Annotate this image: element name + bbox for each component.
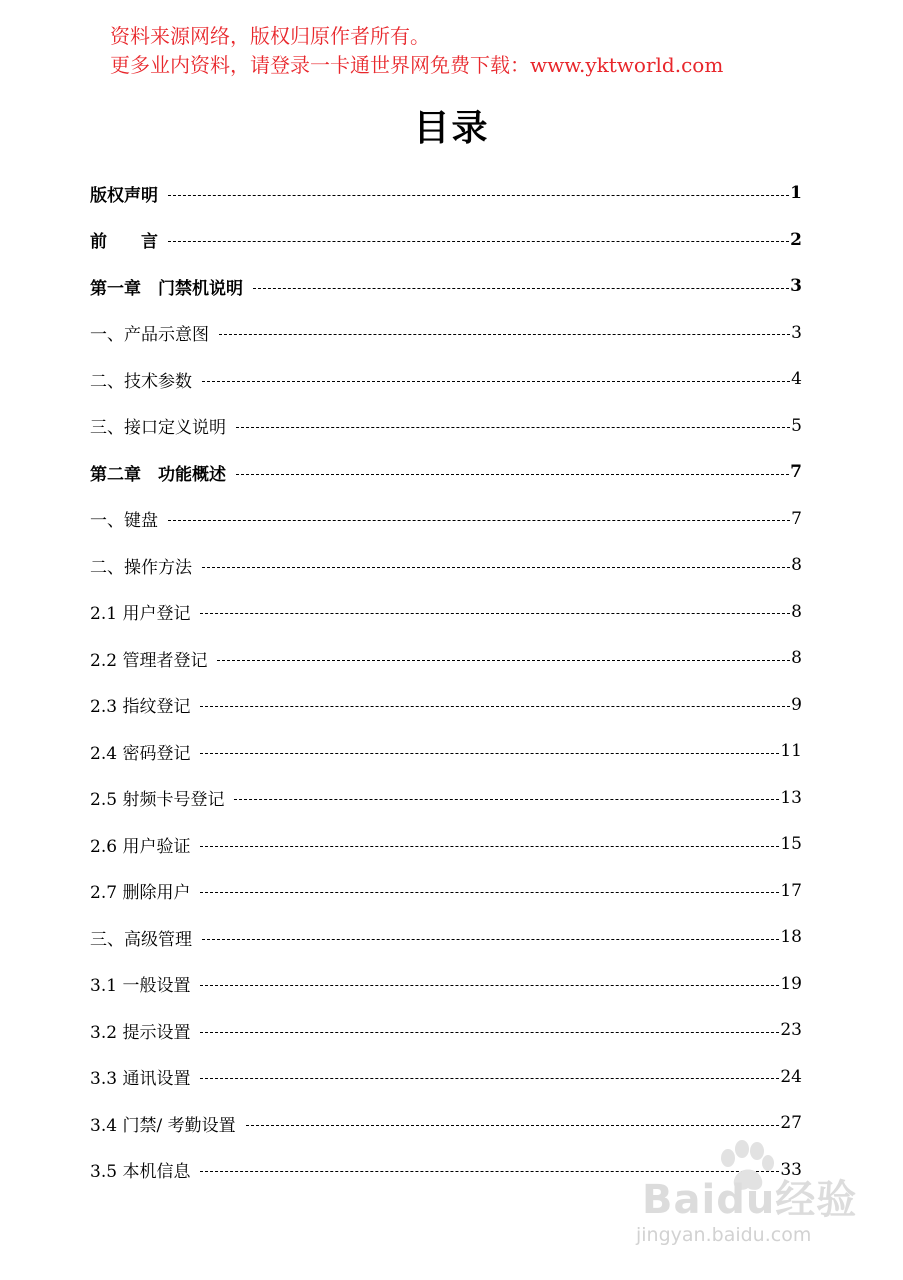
toc-entry-page-number: 19 [780,973,802,994]
toc-entry[interactable] [90,682,802,729]
toc-dot-leader [200,1078,779,1079]
toc-entry[interactable] [90,775,802,822]
page-title: 目录 [413,107,490,149]
toc-entry-page-number: 17 [780,880,802,901]
toc-entry-label: 2.7 删除用户 [90,883,191,904]
toc-entry-label: 3.2 提示设置 [90,1022,191,1043]
toc-entry-label: 3.5 本机信息 [90,1162,191,1183]
toc-dot-leader [200,1032,779,1033]
toc-entry-page-number: 8 [791,555,802,576]
toc-dot-leader [200,753,779,754]
toc-entry-page-number: 8 [791,648,802,669]
toc-entry-label: 三、高级管理 [90,929,192,950]
toc-dot-leader [253,288,789,289]
toc-entry[interactable] [90,1007,802,1054]
table-of-contents [90,170,802,1193]
toc-entry-label: 2.3 指纹登记 [90,697,191,718]
source-notice [110,22,723,80]
toc-entry-label: 2.5 射频卡号登记 [90,790,225,811]
toc-dot-leader [217,660,790,661]
toc-entry[interactable] [90,310,802,357]
toc-entry-label: 2.1 用户登记 [90,604,191,625]
toc-dot-leader [234,799,779,800]
toc-entry-label: 第一章 门禁机说明 [90,278,243,299]
toc-dot-leader [236,474,789,475]
toc-entry-page-number: 9 [791,694,802,715]
toc-dot-leader [200,706,790,707]
toc-dot-leader [202,381,790,382]
toc-entry-label: 3.1 一般设置 [90,976,191,997]
toc-entry-label: 版权声明 [90,185,158,206]
toc-dot-leader [236,427,790,428]
source-notice-line-1: 资料来源网络，版权归原作者所有。 [110,24,430,48]
toc-entry-page-number: 33 [780,1159,802,1180]
toc-entry[interactable] [90,821,802,868]
toc-entry[interactable] [90,868,802,915]
toc-entry[interactable] [90,914,802,961]
toc-entry[interactable] [90,635,802,682]
toc-entry-page-number: 23 [780,1020,802,1041]
toc-entry-page-number: 4 [791,369,802,390]
toc-dot-leader [168,241,789,242]
toc-dot-leader [200,985,779,986]
toc-entry[interactable] [90,728,802,775]
toc-entry-label: 2.6 用户验证 [90,836,191,857]
source-notice-line-2: 更多业内资料，请登录一卡通世界网免费下载：www.yktworld.com [110,53,724,77]
toc-entry-page-number: 15 [780,834,802,855]
toc-entry-label: 三、接口定义说明 [90,418,226,439]
toc-entry-page-number: 1 [790,183,802,204]
toc-entry-label: 二、技术参数 [90,371,192,392]
toc-entry[interactable] [90,217,802,264]
toc-dot-leader [168,520,790,521]
toc-entry-page-number: 3 [790,276,802,297]
toc-entry-label: 2.2 管理者登记 [90,650,208,671]
toc-dot-leader [202,939,779,940]
toc-entry-label: 一、键盘 [90,511,158,532]
toc-dot-leader [200,892,779,893]
toc-entry-label: 3.4 门禁/ 考勤设置 [90,1115,236,1136]
toc-entry-page-number: 2 [790,229,802,250]
toc-dot-leader [246,1125,780,1126]
toc-entry-page-number: 7 [790,462,802,483]
watermark-url: jingyan.baidu.com [636,1224,812,1246]
toc-entry[interactable] [90,496,802,543]
toc-entry-page-number: 24 [780,1066,802,1087]
toc-entry-page-number: 3 [791,322,802,343]
toc-dot-leader [200,613,790,614]
toc-entry[interactable] [90,263,802,310]
toc-entry[interactable] [90,961,802,1008]
toc-entry-label: 2.4 密码登记 [90,743,191,764]
toc-dot-leader [219,334,790,335]
toc-entry-page-number: 7 [791,508,802,529]
toc-entry-page-number: 5 [791,415,802,436]
toc-entry[interactable] [90,449,802,496]
toc-entry[interactable] [90,1054,802,1101]
toc-entry[interactable] [90,589,802,636]
watermark-brand: Baidu经验 [642,1177,858,1223]
toc-entry-page-number: 18 [780,927,802,948]
toc-entry[interactable] [90,542,802,589]
toc-entry-label: 二、操作方法 [90,557,192,578]
toc-dot-leader [202,567,790,568]
toc-entry-page-number: 11 [780,741,802,762]
toc-entry[interactable] [90,403,802,450]
toc-entry[interactable] [90,170,802,217]
toc-dot-leader [200,846,779,847]
toc-entry-page-number: 27 [780,1113,802,1134]
toc-entry-page-number: 13 [780,787,802,808]
toc-entry-label: 3.3 通讯设置 [90,1069,191,1090]
toc-entry-label: 第二章 功能概述 [90,464,226,485]
watermark [636,1140,876,1260]
toc-entry[interactable] [90,356,802,403]
toc-entry-page-number: 8 [791,601,802,622]
toc-dot-leader [168,195,789,196]
toc-entry-label: 一、产品示意图 [90,325,209,346]
toc-entry-label: 前 言 [90,232,158,253]
